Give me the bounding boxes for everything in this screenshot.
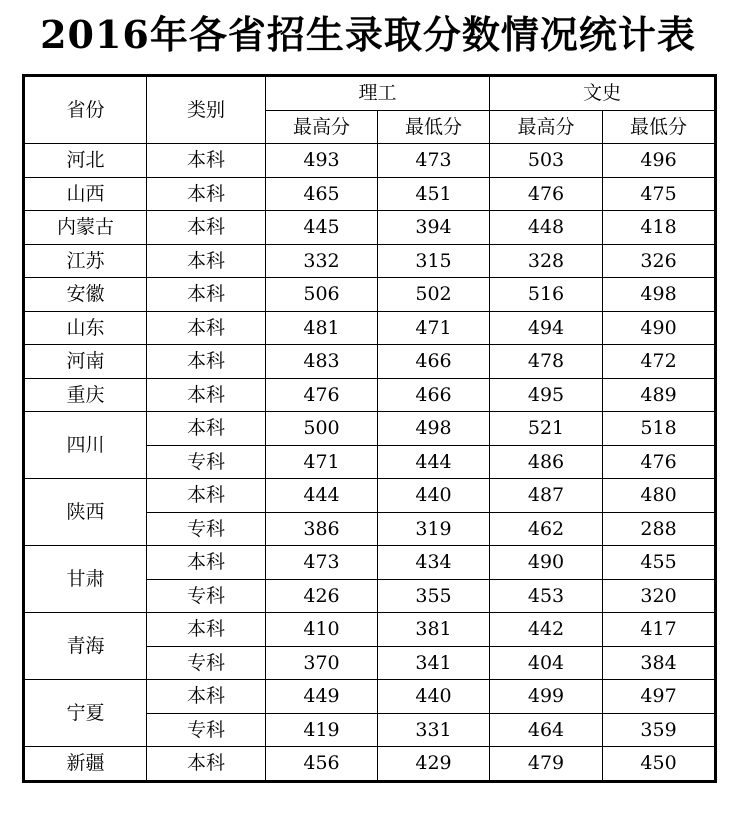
arts-min-cell: 475 <box>603 177 716 211</box>
science-min-cell: 466 <box>378 378 490 412</box>
arts-min-cell: 417 <box>603 613 716 647</box>
science-min-cell: 466 <box>378 345 490 379</box>
category-cell: 本科 <box>147 177 266 211</box>
category-cell: 本科 <box>147 680 266 714</box>
science-min-cell: 473 <box>378 144 490 178</box>
province-cell: 陕西 <box>24 479 147 546</box>
table-row <box>24 412 716 446</box>
science-max-cell: 332 <box>266 244 378 278</box>
category-cell: 本科 <box>147 378 266 412</box>
table-row <box>24 613 716 647</box>
province-cell: 重庆 <box>24 378 147 412</box>
category-cell: 本科 <box>147 479 266 513</box>
arts-max-cell: 503 <box>490 144 603 178</box>
province-cell: 河北 <box>24 144 147 178</box>
science-min-cell: 434 <box>378 546 490 580</box>
header-science: 理工 <box>266 76 490 111</box>
category-cell: 专科 <box>147 445 266 479</box>
science-max-cell: 456 <box>266 747 378 782</box>
science-min-cell: 451 <box>378 177 490 211</box>
arts-min-cell: 498 <box>603 278 716 312</box>
arts-min-cell: 359 <box>603 713 716 747</box>
table-header <box>24 76 716 144</box>
science-min-cell: 381 <box>378 613 490 647</box>
science-max-cell: 410 <box>266 613 378 647</box>
table-row <box>24 177 716 211</box>
arts-min-cell: 450 <box>603 747 716 782</box>
arts-max-cell: 495 <box>490 378 603 412</box>
province-cell: 内蒙古 <box>24 211 147 245</box>
arts-max-cell: 486 <box>490 445 603 479</box>
arts-max-cell: 448 <box>490 211 603 245</box>
arts-max-cell: 490 <box>490 546 603 580</box>
science-max-cell: 370 <box>266 646 378 680</box>
table-row <box>24 546 716 580</box>
arts-min-cell: 288 <box>603 512 716 546</box>
science-max-cell: 471 <box>266 445 378 479</box>
category-cell: 本科 <box>147 747 266 782</box>
header-science-min: 最低分 <box>378 110 490 144</box>
arts-min-cell: 480 <box>603 479 716 513</box>
science-min-cell: 394 <box>378 211 490 245</box>
arts-min-cell: 518 <box>603 412 716 446</box>
science-min-cell: 319 <box>378 512 490 546</box>
arts-max-cell: 476 <box>490 177 603 211</box>
arts-min-cell: 455 <box>603 546 716 580</box>
science-max-cell: 493 <box>266 144 378 178</box>
science-max-cell: 506 <box>266 278 378 312</box>
science-min-cell: 440 <box>378 479 490 513</box>
science-min-cell: 440 <box>378 680 490 714</box>
science-max-cell: 465 <box>266 177 378 211</box>
arts-max-cell: 462 <box>490 512 603 546</box>
table-row <box>24 211 716 245</box>
header-arts: 文史 <box>490 76 716 111</box>
category-cell: 专科 <box>147 579 266 613</box>
science-max-cell: 476 <box>266 378 378 412</box>
province-cell: 四川 <box>24 412 147 479</box>
arts-max-cell: 494 <box>490 311 603 345</box>
arts-min-cell: 384 <box>603 646 716 680</box>
province-cell: 山东 <box>24 311 147 345</box>
arts-max-cell: 516 <box>490 278 603 312</box>
category-cell: 本科 <box>147 144 266 178</box>
page-title: 2016年各省招生录取分数情况统计表 <box>40 12 696 57</box>
science-min-cell: 355 <box>378 579 490 613</box>
arts-min-cell: 320 <box>603 579 716 613</box>
science-min-cell: 331 <box>378 713 490 747</box>
science-max-cell: 500 <box>266 412 378 446</box>
header-arts-max: 最高分 <box>490 110 603 144</box>
arts-max-cell: 487 <box>490 479 603 513</box>
arts-min-cell: 418 <box>603 211 716 245</box>
arts-min-cell: 489 <box>603 378 716 412</box>
province-cell: 河南 <box>24 345 147 379</box>
header-province: 省份 <box>24 76 147 144</box>
table-row <box>24 680 716 714</box>
science-min-cell: 502 <box>378 278 490 312</box>
arts-max-cell: 453 <box>490 579 603 613</box>
science-min-cell: 315 <box>378 244 490 278</box>
table-row <box>24 144 716 178</box>
science-max-cell: 419 <box>266 713 378 747</box>
science-min-cell: 498 <box>378 412 490 446</box>
province-cell: 宁夏 <box>24 680 147 747</box>
category-cell: 本科 <box>147 278 266 312</box>
table-row <box>24 378 716 412</box>
science-min-cell: 429 <box>378 747 490 782</box>
arts-max-cell: 478 <box>490 345 603 379</box>
header-science-max: 最高分 <box>266 110 378 144</box>
science-max-cell: 481 <box>266 311 378 345</box>
science-max-cell: 445 <box>266 211 378 245</box>
science-max-cell: 426 <box>266 579 378 613</box>
header-arts-min: 最低分 <box>603 110 716 144</box>
table-body <box>24 144 716 782</box>
science-min-cell: 471 <box>378 311 490 345</box>
category-cell: 本科 <box>147 345 266 379</box>
table-row <box>24 311 716 345</box>
arts-max-cell: 328 <box>490 244 603 278</box>
category-cell: 本科 <box>147 244 266 278</box>
category-cell: 本科 <box>147 613 266 647</box>
category-cell: 专科 <box>147 512 266 546</box>
header-category: 类别 <box>147 76 266 144</box>
category-cell: 本科 <box>147 546 266 580</box>
table-row <box>24 345 716 379</box>
table-row <box>24 479 716 513</box>
category-cell: 本科 <box>147 311 266 345</box>
science-min-cell: 444 <box>378 445 490 479</box>
table-row <box>24 278 716 312</box>
science-min-cell: 341 <box>378 646 490 680</box>
science-max-cell: 483 <box>266 345 378 379</box>
category-cell: 专科 <box>147 646 266 680</box>
science-max-cell: 386 <box>266 512 378 546</box>
science-max-cell: 444 <box>266 479 378 513</box>
arts-min-cell: 497 <box>603 680 716 714</box>
arts-max-cell: 479 <box>490 747 603 782</box>
arts-min-cell: 496 <box>603 144 716 178</box>
arts-max-cell: 521 <box>490 412 603 446</box>
table-row <box>24 747 716 782</box>
province-cell: 新疆 <box>24 747 147 782</box>
science-max-cell: 473 <box>266 546 378 580</box>
arts-max-cell: 404 <box>490 646 603 680</box>
arts-min-cell: 476 <box>603 445 716 479</box>
arts-max-cell: 464 <box>490 713 603 747</box>
arts-min-cell: 490 <box>603 311 716 345</box>
category-cell: 专科 <box>147 713 266 747</box>
province-cell: 江苏 <box>24 244 147 278</box>
arts-max-cell: 499 <box>490 680 603 714</box>
arts-min-cell: 472 <box>603 345 716 379</box>
science-max-cell: 449 <box>266 680 378 714</box>
arts-min-cell: 326 <box>603 244 716 278</box>
category-cell: 本科 <box>147 412 266 446</box>
admission-scores-table <box>22 74 717 783</box>
arts-max-cell: 442 <box>490 613 603 647</box>
province-cell: 山西 <box>24 177 147 211</box>
province-cell: 甘肃 <box>24 546 147 613</box>
province-cell: 安徽 <box>24 278 147 312</box>
table-row <box>24 244 716 278</box>
category-cell: 本科 <box>147 211 266 245</box>
province-cell: 青海 <box>24 613 147 680</box>
